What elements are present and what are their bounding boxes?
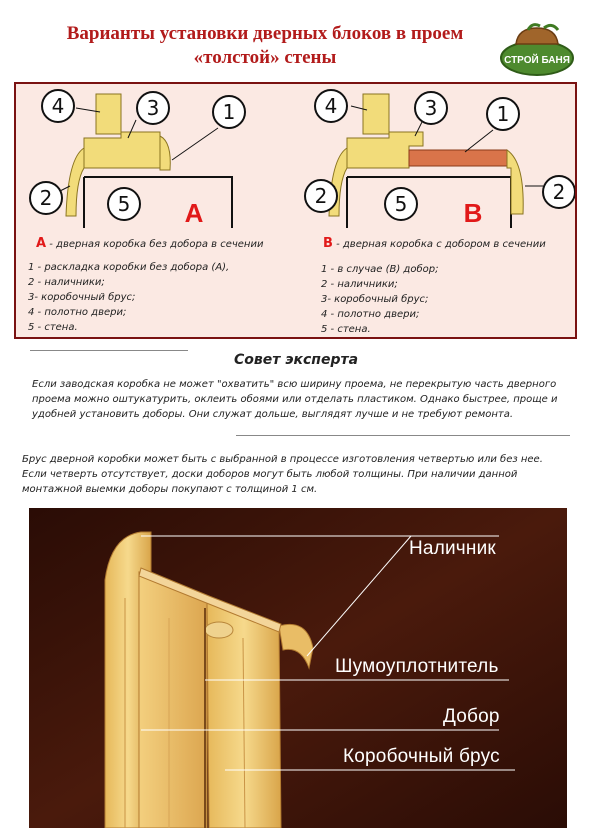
legend-item: 1 - в случае (В) добор; — [321, 264, 439, 275]
legend-item: 3- коробочный брус; — [28, 292, 136, 303]
tip-text: Если заводская коробка не может "охватить" всю ширину проема, не перекрытую часть дверного проема можно оштукатурить, оклеить обоями или отделать пластиком. Однако быстрее, проще и удобней установить доборы. Они служат дольше, выглядят лучше и не требуют ремонта. — [32, 379, 558, 420]
caption-a: А - дверная коробка без добора в сечении — [36, 236, 264, 251]
door-leaf-a — [96, 94, 121, 134]
svg-text:5: 5 — [117, 192, 131, 216]
callout-4-b — [315, 90, 347, 122]
tip-divider-bottom — [236, 435, 570, 436]
diagram-a — [18, 86, 290, 228]
label-dobor: Добор — [443, 706, 500, 727]
svg-text:3: 3 — [424, 96, 438, 120]
svg-text:2: 2 — [314, 184, 328, 208]
label-nalichnik: Наличник — [409, 538, 496, 559]
legend-item: 5 - стена. — [321, 324, 371, 335]
dobor-board-b — [409, 150, 507, 166]
logo-text: СТРОЙ БАНЯ — [504, 55, 570, 66]
frame-beam-piece — [139, 572, 207, 828]
callout-4-a — [42, 90, 74, 122]
svg-text:4: 4 — [324, 94, 338, 118]
callout-2-b-right — [543, 176, 575, 208]
callout-5-a — [108, 188, 140, 220]
callout-1-a — [213, 96, 245, 128]
legend-item: 4 - полотно двери; — [321, 309, 420, 320]
callout-1-b — [487, 98, 519, 130]
callout-3-a — [137, 92, 169, 124]
callout-2-b-left — [305, 180, 337, 212]
legend-a — [28, 260, 229, 335]
diagram-panel — [14, 82, 577, 339]
tip-title: Совет эксперта — [233, 352, 359, 368]
svg-text:2: 2 — [552, 180, 566, 204]
label-shumo: Шумоуплотнитель — [335, 656, 499, 677]
diagram-b — [297, 86, 575, 228]
svg-text:2: 2 — [39, 186, 53, 210]
wall-outline-a — [84, 177, 232, 228]
door-frame-photo — [29, 508, 567, 828]
frame-beam-a — [84, 132, 160, 168]
callout-3-b — [415, 92, 447, 124]
svg-text:3: 3 — [146, 96, 160, 120]
casing-left-a — [66, 148, 84, 216]
door-leaf-b — [363, 94, 389, 134]
variant-letter-b: В — [463, 198, 483, 228]
logo — [498, 22, 576, 78]
caption-b: В - дверная коробка с добором в сечении — [323, 236, 546, 251]
page-title — [20, 22, 510, 70]
callout-5-b — [385, 188, 417, 220]
legend-item: 3- коробочный брус; — [321, 294, 429, 305]
title-line-2: «толстой» стены — [193, 47, 337, 68]
legend-item: 1 - раскладка коробки без добора (А), — [28, 262, 230, 273]
label-brus: Коробочный брус — [343, 746, 500, 767]
legend-item: 2 - наличники; — [28, 277, 105, 288]
legend-item: 2 - наличники; — [321, 279, 398, 290]
body-paragraph: Брус дверной коробки может быть с выбранной в процессе изготовления четвертью или без нее. Если четверть отсутствует, доски доборов могут быть любой толщины. При наличии данной монтажной выемки доборы покупают с толщиной 1 см. — [22, 454, 543, 495]
legend-item: 5 - стена. — [28, 322, 78, 333]
svg-text:5: 5 — [394, 192, 408, 216]
title-line-1: Варианты установки дверных блоков в проем — [66, 23, 464, 44]
svg-text:1: 1 — [222, 100, 236, 124]
svg-text:1: 1 — [496, 102, 510, 126]
casing-right-b — [507, 150, 523, 214]
callout-2-a — [30, 182, 62, 214]
legend-b — [321, 262, 438, 337]
variant-letter-a: А — [184, 198, 204, 228]
svg-text:4: 4 — [51, 94, 65, 118]
legend-item: 4 - полотно двери; — [28, 307, 127, 318]
tip-divider-top — [30, 350, 188, 351]
casing-right-a — [160, 136, 170, 170]
